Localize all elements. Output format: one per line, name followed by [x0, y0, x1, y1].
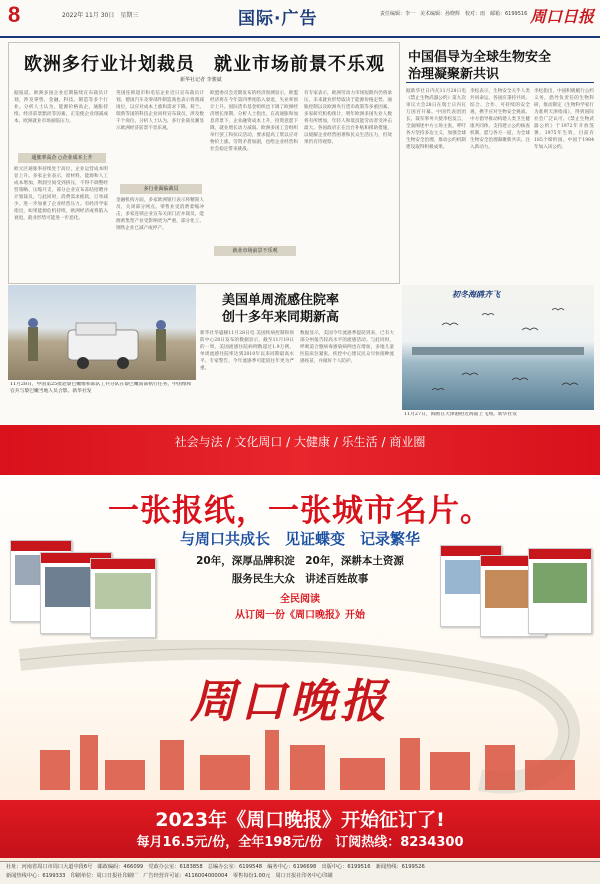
divider [406, 82, 594, 83]
article1-byline: 新华社记者 李骏斌 [180, 77, 222, 83]
footer-line-2: 新闻热线中心：6199333 印刷单位：周口日报社印刷厂 广告经营许可证：4116004000004 零售每份1.00元 周口日报社印务中心印刷 [6, 873, 333, 879]
photo-illustration [402, 285, 594, 410]
article3-headline-2: 创十多年来同期新高 [222, 310, 340, 325]
article3-text: 新华社华盛顿11月28日电 美国疾病控制和预防中心28日发布的数据显示，截至11月19日的一周，美国流感住院病例数超过1.9万例，单周流感住院率达到2010年以来同期最高水平。专家警告，今年流感季可能较往年更为严重。 [200, 331, 294, 371]
newspaper-sample [528, 548, 592, 634]
ad-headline: 一张报纸，一张城市名片。 [108, 493, 492, 529]
article1-headline: 欧洲多行业计划裁员 就业市场前景不乐观 [24, 54, 385, 75]
article1-text: 金融机构方面，多家欧洲银行表示将精简人员、关闭部分网点。零售业受消费萎缩冲击，多家连锁企业宣布关闭门店并裁员。能源密集型产业受影响更为严重，部分化工、钢铁企业已减产或停产。 [116, 198, 204, 231]
peacekeeping-photo [8, 285, 196, 380]
ad-tagline: 社会与法 / 文化周口 / 大健康 / 乐生活 / 商业圈 [174, 435, 426, 449]
date-line: 2022年 11月 30日 星期三 [62, 12, 139, 19]
article1-text: 有专家表示，欧洲劳动力市场短期内仍将承压，未来就业形势取决于能源价格走势、通胀控制以及欧洲央行货币政策等多重因素。多家研究机构预计，明年欧洲多国失业人数将有所增加，年轻人和低技能劳动者受冲击最大。各国政府正在出台补贴和援助措施，以缓解企业经营困难和民众生活压力，但效果仍有待观察。 [304, 91, 392, 145]
article2-text: 李松表示，生物安全关乎人类共同命运，各国应秉持共同、综合、合作、可持续的安全观，携手应对生物安全挑战。中方倡导推动构建人类卫生健康共同体，支持建立公约核查机制，愿与各方一道，为全球生物安全治理凝聚新共识、注入新动力。 [470, 89, 530, 150]
ad-price: 每月16.5元/份，全年198元/份 订阅热线：8234300 [136, 835, 464, 850]
newspaper-sample [90, 558, 156, 638]
article3-text: 数据显示，美国今年流感季提前到来，已有大部分州报告较高水平的流感活动。与此同时，呼吸道合胞病毒感染病例也在增加，多地儿童医院床位紧张。疾控中心建议民众尽快接种流感疫苗，并做好个人防护。 [300, 331, 394, 364]
ad-subheadline: 与周口共成长 见证蝶变 记录繁华 [179, 530, 420, 548]
article1-text: 英国连锁超市和电信企业近日宣布裁员计划。德国汽车及零部件制造商也表示将削减岗位，以应对成本上涨和需求下降。荷兰、瑞典等国的科技企业同样宣布裁员，涉及数千个岗位。分析人士认为，多行业裁员潮显示欧洲经济前景不容乐观。 [116, 91, 204, 131]
article1-text: 据报道，欧洲多国企业近期陆续宣布裁员计划，涉及零售、金融、科技、制造等多个行业。分析人士认为，能源价格高企、通胀持续、经济前景黯淡等因素，正迫使企业削减成本，欧洲就业市场面临压力。 [14, 91, 108, 124]
article2-headline-1: 中国倡导为全球生物安全 [408, 50, 552, 65]
article1-text: 欧盟委员会近期发布的经济预测显示，欧盟经济将在今年第四季度陷入衰退，失业率预计上升。国际货币基金组织也下调了欧洲经济增长预期。分析人士指出，在高通胀和加息背景下，企业融资成本上升，投资意愿下降，就业增长动力减弱。欧洲多国工会组织举行罢工和抗议活动，要求提高工资以应对物价上涨。劳资矛盾加剧，也给企业经营和社会稳定带来挑战。 [210, 91, 298, 152]
article1-subhead: 多行业面临裁员 [120, 184, 202, 194]
photo-caption-left: 11月28日，中国第25批赴黎巴嫩维和部队工兵分队在黎巴嫩南部执行任务，中国维和官兵与黎巴嫩当地人员合影。新华社发 [10, 382, 192, 394]
ad-line-2: 服务民生大众 讲述百姓故事 [231, 573, 369, 585]
article1-subhead: 通胀率高企 ○企业成本上升 [18, 153, 106, 163]
article2-text: 李松指出，中国积极履行公约义务，倡导负责任的生物科研，推动制定《生物科学家行为准则天津指南》，得到国际社会广泛认可。《禁止生物武器公约》于1972年开放签署，1975年生效，目前有185个缔约国。中国于1984年加入该公约。 [534, 89, 594, 150]
section-title: 国际·广告 [238, 9, 318, 29]
photo-title-right: 初冬海鸥齐飞 [452, 289, 500, 299]
newspaper-logo: 周口日报 [530, 7, 595, 26]
photo-caption-right: 11月27日，海鸥在天津港附近海面上飞翔。新华社发 [404, 412, 517, 417]
article1-subhead: 就业市场前景不乐观 [214, 246, 296, 256]
ad-line-1: 20年，深厚品牌积淀 20年，深耕本土资源 [196, 555, 404, 567]
photo-illustration [8, 285, 196, 380]
footer-line-1: 社址：河南省周口市周口大道中段6号 邮政编码：466099 党政办公室：6183858 总编办公室：6199548 编务中心：6196698 出版中心：6199516 新闻热线：6199526 [6, 864, 425, 870]
ad-logo: 周口晚报 [190, 674, 390, 728]
article2-text: 据新华社日内瓦11月28日电《禁止生物武器公约》第九次审议大会28日在瑞士日内瓦万国宫开幕。中国代表团团长、裁军事务大使李松发言，全面阐述中方立场主张，呼吁各方坚持多边主义，加强全球生物安全治理，推动公约机制建设取得积极成果。 [406, 89, 466, 150]
article3-headline-1: 美国单周流感住院率 [222, 293, 340, 308]
article2-headline-2: 治理凝聚新共识 [408, 67, 500, 82]
ad-call-to-action: 2023年《周口晚报》开始征订了! [155, 809, 445, 831]
ad-order-line: 从订阅一份《周口晚报》开始 [235, 610, 365, 621]
page-number: 8 [8, 2, 21, 27]
ad-read-all: 全民阅读 [280, 594, 320, 605]
article1-text: 欧元区通胀率持续处于高位，企业运营成本明显上升。多家企业表示，原材料、能源和人工成本增加，利润空间受到挤压，不得不调整经营策略、压缩开支，部分企业宣布冻结招聘并计划裁员。与此同时，消费需求疲软，订单减少，进一步加重了企业经营压力。有经济学家指出，如果能源危机持续，欧洲经济或将陷入衰退，就业形势可能进一步恶化。 [14, 167, 108, 221]
seagull-photo [402, 285, 594, 410]
editor-line: 责任编辑：李一 美术编辑：孙晓辉 校对：雨 邮箱：6199516 [380, 11, 528, 17]
